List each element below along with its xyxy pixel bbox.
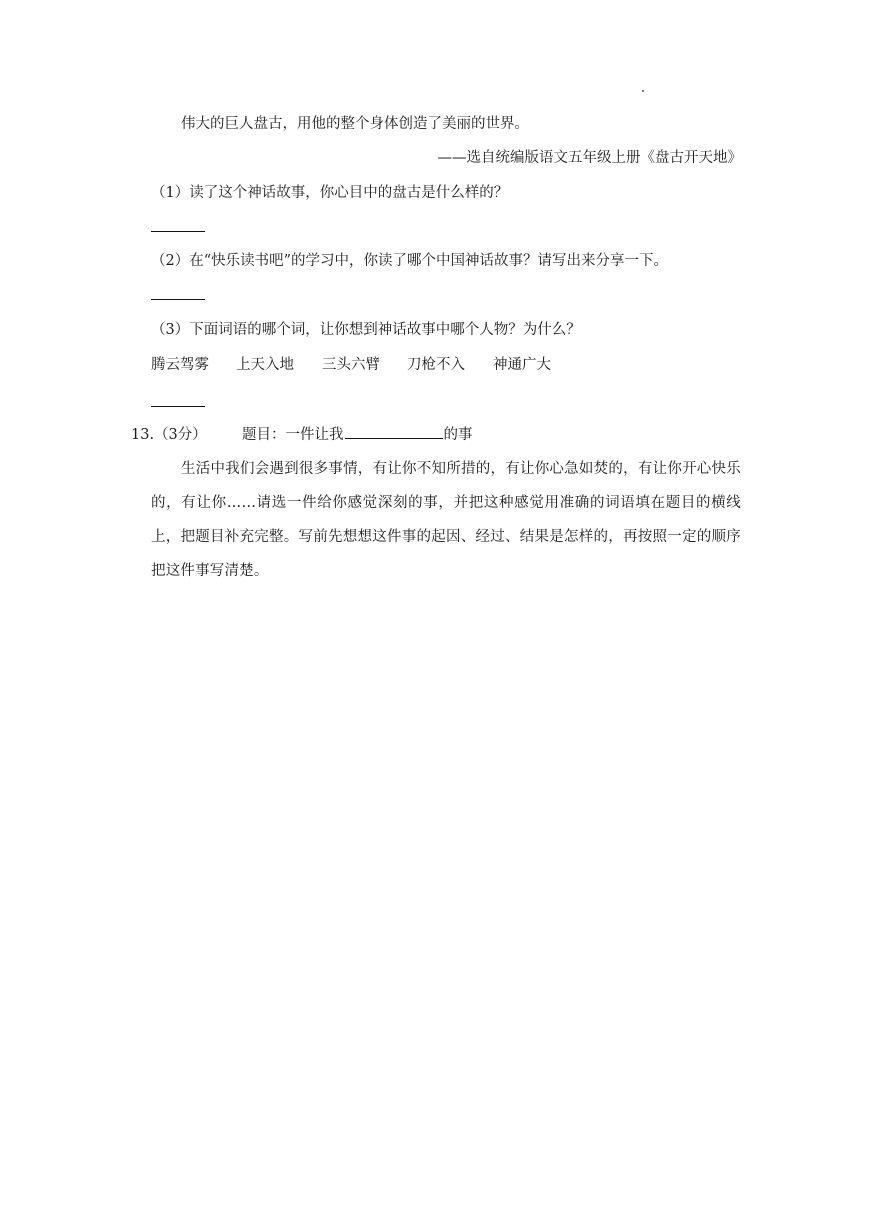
word-option: 腾云驾雾 bbox=[151, 357, 209, 373]
question-13-number: 13.（3分） bbox=[131, 427, 207, 443]
question-2-prompt: （2）在“快乐读书吧”的学习中，你读了哪个中国神话故事？请写出来分享一下。 bbox=[151, 253, 669, 269]
question-3-prompt: （3）下面词语的哪个词，让你想到神话故事中哪个人物？为什么？ bbox=[151, 322, 581, 338]
answer-line-1[interactable] bbox=[151, 231, 205, 232]
question-1-prompt: （1）读了这个神话故事，你心目中的盘古是什么样的？ bbox=[151, 185, 509, 201]
answer-line-3[interactable] bbox=[151, 406, 205, 407]
word-option: 上天入地 bbox=[236, 357, 294, 373]
passage-source: ——选自统编版语文五年级上册《盘古开天地》 bbox=[437, 150, 742, 166]
essay-title bbox=[242, 423, 473, 444]
essay-title-blank[interactable] bbox=[345, 424, 443, 439]
word-option: 三头六臂 bbox=[322, 357, 380, 373]
essay-instructions: 生活中我们会遇到很多事情，有让你不知所措的，有让你心急如焚的，有让你开心快乐的，有让你……请选一件给你感觉深刻的事，并把这种感觉用准确的词语填在题目的横线上，把题目补充完整。写前先想想这件事的起因、经过、结果是怎样的，再按照一定的顺序把这件事写清楚。 bbox=[151, 461, 741, 579]
page-mark-dot bbox=[642, 90, 644, 92]
passage-closing-line: 伟大的巨人盘古，用他的整个身体创造了美丽的世界。 bbox=[181, 116, 529, 132]
word-option: 刀枪不入 bbox=[407, 357, 465, 373]
essay-title-prefix: 题目：一件让我 bbox=[242, 427, 344, 443]
answer-line-2[interactable] bbox=[151, 299, 205, 300]
essay-title-suffix: 的事 bbox=[443, 427, 473, 443]
word-option: 神通广大 bbox=[493, 357, 551, 373]
